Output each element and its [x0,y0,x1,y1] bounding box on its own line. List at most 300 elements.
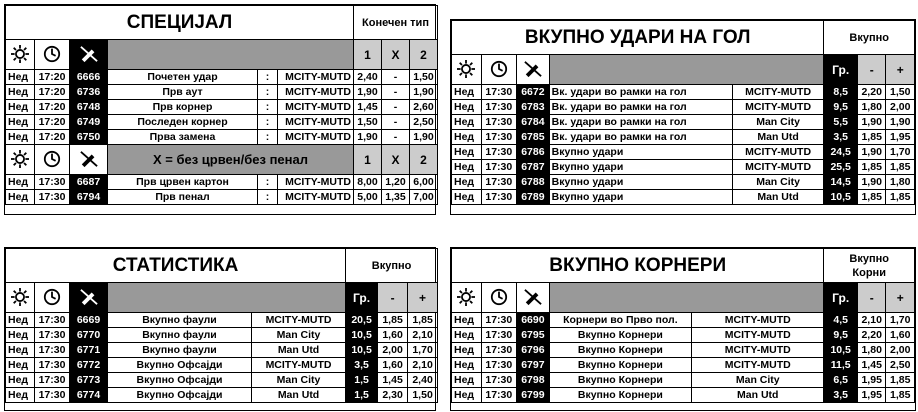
col-x: X [382,40,410,70]
team-cell: MCITY-MUTD [278,100,354,115]
code-cell: 6772 [70,358,108,373]
day-cell: Нед [6,328,35,343]
code-cell: 6794 [70,190,108,205]
udari-gray-header [549,55,824,85]
specijal-sub-header: X = без црвен/без пенал [108,145,354,175]
team-cell: MCITY-MUTD [278,115,354,130]
table-row[interactable] [452,175,915,190]
line-cell: 5,5 [824,115,858,130]
team-cell: MCITY-MUTD [692,328,824,343]
odd-1: 1,50 [354,115,382,130]
odd-plus: 2,10 [408,358,438,373]
day-cell: Нед [452,343,482,358]
line-cell: 3,5 [824,388,858,403]
code-cell: 6795 [517,328,550,343]
odd-minus: 1,85 [857,160,885,175]
col-plus: + [886,55,915,85]
market-name: Вкупно удари [549,160,732,175]
table-row[interactable] [452,115,915,130]
market-name: Вкупно фаули [108,328,252,343]
line-cell: 1,5 [346,388,378,403]
col-plus: + [886,283,915,313]
korneri-title: ВКУПНО КОРНЕРИ [452,249,824,283]
odd-plus: 1,50 [886,85,915,100]
code-cell: 6770 [70,328,108,343]
odd-plus: 1,70 [408,343,438,358]
day-cell: Нед [6,388,35,403]
time-cell: 17:30 [35,373,70,388]
line-cell: 10,5 [824,343,858,358]
odd-minus: 2,30 [378,388,408,403]
odd-plus: 1,85 [886,388,915,403]
odd-2: 6,00 [410,175,438,190]
table-row[interactable] [6,130,438,145]
col-gr: Гр. [346,283,378,313]
odd-1: 8,00 [354,175,382,190]
odd-minus: 2,20 [857,328,885,343]
table-row[interactable] [452,358,915,373]
market-name: Последен корнер [108,115,258,130]
time-cell: 17:30 [481,145,517,160]
market-name: Прв пенал [108,190,258,205]
odd-minus: 1,85 [857,190,885,205]
team-cell: MCITY-MUTD [278,70,354,85]
line-cell: 10,5 [824,190,858,205]
table-row[interactable] [452,373,915,388]
odd-minus: 2,10 [857,313,885,328]
crossed-pen-icon [70,40,108,70]
odd-x: - [382,100,410,115]
line-cell: 3,5 [824,130,858,145]
line-cell: 4,5 [824,313,858,328]
korneri-header-right [824,249,915,283]
time-cell: 17:30 [481,100,517,115]
table-row[interactable] [6,190,438,205]
time-cell: 17:20 [35,115,70,130]
odd-x: 1,20 [382,175,410,190]
day-cell: Нед [6,358,35,373]
time-cell: 17:20 [35,85,70,100]
team-cell: Man Utd [732,190,824,205]
team-cell: Man Utd [732,130,824,145]
line-cell: 14,5 [824,175,858,190]
odd-minus: 1,90 [857,175,885,190]
table-row[interactable] [6,373,438,388]
time-cell: 17:30 [481,130,517,145]
team-cell: Man Utd [252,388,346,403]
team-cell: MCITY-MUTD [278,85,354,100]
code-cell: 6669 [70,313,108,328]
day-cell: Нед [6,115,35,130]
clock-icon [35,145,70,175]
team-cell: Man City [732,115,824,130]
market-name: Вкупно Офсајди [108,358,252,373]
odd-x: - [382,85,410,100]
code-cell: 6788 [517,175,550,190]
team-cell: Man City [252,328,346,343]
clock-icon [481,283,517,313]
table-row[interactable] [6,100,438,115]
odd-plus: 1,85 [886,373,915,388]
team-cell: Man Utd [692,388,824,403]
team-cell: MCITY-MUTD [252,358,346,373]
team-cell: Man City [692,373,824,388]
statistika-title: СТАТИСТИКА [6,249,346,283]
team-cell: MCITY-MUTD [278,130,354,145]
day-cell: Нед [452,313,482,328]
col-gr: Гр. [824,55,858,85]
time-cell: 17:30 [481,358,517,373]
team-cell: Man Utd [252,343,346,358]
time-cell: 17:30 [481,85,517,100]
time-cell: 17:30 [481,373,517,388]
team-cell: MCITY-MUTD [732,160,824,175]
odd-1: 1,90 [354,85,382,100]
day-cell: Нед [452,85,482,100]
market-name: Вк. удари во рамки на гол [549,115,732,130]
separator: : [258,190,278,205]
market-name: Вкупно Офсајди [108,388,252,403]
code-cell: 6787 [517,160,550,175]
market-name: Прв црвен картон [108,175,258,190]
line-cell: 25,5 [824,160,858,175]
separator: : [258,115,278,130]
udari-header-right: Вкупно [824,21,915,55]
line-cell: 11,5 [824,358,858,373]
odd-plus: 2,50 [886,358,915,373]
line-cell: 24,5 [824,145,858,160]
odd-plus: 1,50 [408,388,438,403]
clock-icon [35,40,70,70]
statistika-panel [4,247,436,411]
code-cell: 6750 [70,130,108,145]
crossed-pen-icon [517,283,550,313]
code-cell: 6798 [517,373,550,388]
separator: : [258,70,278,85]
table-row[interactable] [6,85,438,100]
crossed-pen-icon [70,283,108,313]
korneri-gray-header [549,283,824,313]
separator: : [258,100,278,115]
odd-minus: 1,85 [378,313,408,328]
specijal-panel [4,4,436,215]
table-row[interactable] [452,313,915,328]
code-cell: 6749 [70,115,108,130]
code-cell: 6666 [70,70,108,85]
odd-x: 1,35 [382,190,410,205]
line-cell: 10,5 [346,328,378,343]
separator: : [258,175,278,190]
udari-title: ВКУПНО УДАРИ НА ГОЛ [452,21,824,55]
specijal-title: СПЕЦИЈАЛ [6,6,354,40]
odd-plus: 2,00 [886,343,915,358]
table-row[interactable] [6,343,438,358]
table-row[interactable] [6,70,438,85]
market-name: Вкупно фаули [108,313,252,328]
market-name: Вкупно Офсајди [108,373,252,388]
team-cell: Man City [252,373,346,388]
odd-2: 1,90 [410,85,438,100]
code-cell: 6786 [517,145,550,160]
sun-icon [452,55,482,85]
odd-2: 1,90 [410,130,438,145]
market-name: Прва замена [108,130,258,145]
statistika-gray-header [108,283,346,313]
day-cell: Нед [6,190,35,205]
day-cell: Нед [452,100,482,115]
line-cell: 6,5 [824,373,858,388]
time-cell: 17:30 [481,328,517,343]
crossed-pen-icon [70,145,108,175]
day-cell: Нед [452,115,482,130]
odd-minus: 1,90 [857,115,885,130]
day-cell: Нед [452,388,482,403]
table-row[interactable] [452,388,915,403]
odd-plus: 2,00 [886,100,915,115]
code-cell: 6796 [517,343,550,358]
code-cell: 6672 [517,85,550,100]
udari-panel [450,19,916,215]
time-cell: 17:30 [481,160,517,175]
odd-1: 1,45 [354,100,382,115]
day-cell: Нед [6,373,35,388]
day-cell: Нед [452,328,482,343]
time-cell: 17:30 [35,388,70,403]
odd-minus: 1,90 [857,145,885,160]
team-cell: MCITY-MUTD [732,85,824,100]
line-cell: 20,5 [346,313,378,328]
odd-plus: 1,70 [886,313,915,328]
time-cell: 17:20 [35,130,70,145]
time-cell: 17:30 [35,190,70,205]
time-cell: 17:30 [481,115,517,130]
table-row[interactable] [452,100,915,115]
day-cell: Нед [452,160,482,175]
odd-plus: 1,95 [886,130,915,145]
specijal-gray-header [108,40,354,70]
table-row[interactable] [6,175,438,190]
day-cell: Нед [6,100,35,115]
odd-plus: 1,70 [886,145,915,160]
specijal-icon-row-2 [6,145,438,175]
time-cell: 17:30 [481,313,517,328]
day-cell: Нед [452,175,482,190]
sun-icon [6,283,35,313]
team-cell: Man City [732,175,824,190]
team-cell: MCITY-MUTD [692,358,824,373]
statistika-header-right: Вкупно [346,249,438,283]
day-cell: Нед [6,175,35,190]
odd-minus: 1,80 [857,100,885,115]
day-cell: Нед [6,130,35,145]
market-name: Прв аут [108,85,258,100]
odd-plus: 1,90 [886,115,915,130]
separator: : [258,85,278,100]
code-cell: 6799 [517,388,550,403]
market-name: Вк. удари во рамки на гол [549,85,732,100]
col-2: 2 [410,40,438,70]
col-1: 1 [354,145,382,175]
col-minus: - [857,283,885,313]
team-cell: MCITY-MUTD [732,145,824,160]
code-cell: 6797 [517,358,550,373]
line-cell: 8,5 [824,85,858,100]
market-name: Вк. удари во рамки на гол [549,100,732,115]
market-name: Вкупно удари [549,145,732,160]
odd-x: - [382,70,410,85]
time-cell: 17:30 [35,328,70,343]
line-cell: 1,5 [346,373,378,388]
odd-plus: 1,85 [408,313,438,328]
table-row[interactable] [452,343,915,358]
table-row[interactable] [6,328,438,343]
odd-2: 1,50 [410,70,438,85]
market-name: Вкупно удари [549,175,732,190]
time-cell: 17:30 [481,175,517,190]
code-cell: 6748 [70,100,108,115]
odd-plus: 2,40 [408,373,438,388]
market-name: Вкупно Корнери [549,343,691,358]
line-cell: 9,5 [824,100,858,115]
day-cell: Нед [6,343,35,358]
code-cell: 6690 [517,313,550,328]
table-row[interactable] [452,85,915,100]
line-cell: 9,5 [824,328,858,343]
col-minus: - [857,55,885,85]
odd-plus: 2,10 [408,328,438,343]
market-name: Вкупно Корнери [549,358,691,373]
odd-minus: 2,00 [378,343,408,358]
team-cell: MCITY-MUTD [692,313,824,328]
odd-minus: 1,60 [378,358,408,373]
odd-minus: 1,85 [857,130,885,145]
market-name: Вк. удари во рамки на гол [549,130,732,145]
code-cell: 6771 [70,343,108,358]
day-cell: Нед [452,130,482,145]
market-name: Прв корнер [108,100,258,115]
table-row[interactable] [452,190,915,205]
time-cell: 17:30 [481,343,517,358]
time-cell: 17:30 [481,388,517,403]
code-cell: 6789 [517,190,550,205]
time-cell: 17:30 [35,175,70,190]
col-1: 1 [354,40,382,70]
odd-plus: 1,60 [886,328,915,343]
odd-minus: 1,95 [857,373,885,388]
team-cell: MCITY-MUTD [692,343,824,358]
code-cell: 6736 [70,85,108,100]
code-cell: 6773 [70,373,108,388]
odd-plus: 1,85 [886,190,915,205]
odd-minus: 1,80 [857,343,885,358]
time-cell: 17:20 [35,100,70,115]
clock-icon [35,283,70,313]
table-row[interactable] [6,388,438,403]
time-cell: 17:30 [35,358,70,373]
crossed-pen-icon [517,55,550,85]
line-cell: 3,5 [346,358,378,373]
day-cell: Нед [6,70,35,85]
odd-minus: 1,95 [857,388,885,403]
market-name: Вкупно Корнери [549,328,691,343]
udari-icon-row [452,55,915,85]
time-cell: 17:30 [481,190,517,205]
code-cell: 6783 [517,100,550,115]
time-cell: 17:20 [35,70,70,85]
odd-plus: 1,80 [886,175,915,190]
team-cell: MCITY-MUTD [278,175,354,190]
sun-icon [452,283,482,313]
table-row[interactable] [452,328,915,343]
clock-icon [481,55,517,85]
day-cell: Нед [452,145,482,160]
odd-minus: 1,45 [857,358,885,373]
market-name: Вкупно Корнери [549,373,691,388]
odd-2: 2,50 [410,115,438,130]
code-cell: 6784 [517,115,550,130]
odd-minus: 2,20 [857,85,885,100]
odd-minus: 1,60 [378,328,408,343]
team-cell: MCITY-MUTD [252,313,346,328]
code-cell: 6687 [70,175,108,190]
odd-plus: 1,85 [886,160,915,175]
market-name: Корнери во Прво пол. [549,313,691,328]
odd-x: - [382,130,410,145]
market-name: Вкупно Корнери [549,388,691,403]
table-row[interactable] [6,115,438,130]
odd-2: 2,60 [410,100,438,115]
table-row[interactable] [452,160,915,175]
code-cell: 6774 [70,388,108,403]
table-row[interactable] [452,130,915,145]
time-cell: 17:30 [35,343,70,358]
col-plus: + [408,283,438,313]
team-cell: MCITY-MUTD [732,100,824,115]
line-cell: 10,5 [346,343,378,358]
sun-icon [6,40,35,70]
day-cell: Нед [6,85,35,100]
korneri-header-line-1: Вкупно [849,252,889,265]
statistika-icon-row [6,283,438,313]
odd-x: - [382,115,410,130]
table-row[interactable] [6,313,438,328]
odd-1: 5,00 [354,190,382,205]
odd-1: 1,90 [354,130,382,145]
korneri-icon-row [452,283,915,313]
market-name: Вкупно удари [549,190,732,205]
korneri-header-line-2: Корни [852,266,886,279]
day-cell: Нед [452,358,482,373]
table-row[interactable] [6,358,438,373]
time-cell: 17:30 [35,313,70,328]
code-cell: 6785 [517,130,550,145]
separator: : [258,130,278,145]
specijal-header-right: Конечен тип [354,6,438,40]
table-row[interactable] [452,145,915,160]
day-cell: Нед [452,373,482,388]
col-gr: Гр. [824,283,858,313]
col-minus: - [378,283,408,313]
odd-2: 7,00 [410,190,438,205]
team-cell: MCITY-MUTD [278,190,354,205]
col-2: 2 [410,145,438,175]
day-cell: Нед [6,313,35,328]
specijal-icon-row [6,40,438,70]
odd-1: 2,40 [354,70,382,85]
market-name: Вкупно фаули [108,343,252,358]
sun-icon [6,145,35,175]
day-cell: Нед [452,190,482,205]
